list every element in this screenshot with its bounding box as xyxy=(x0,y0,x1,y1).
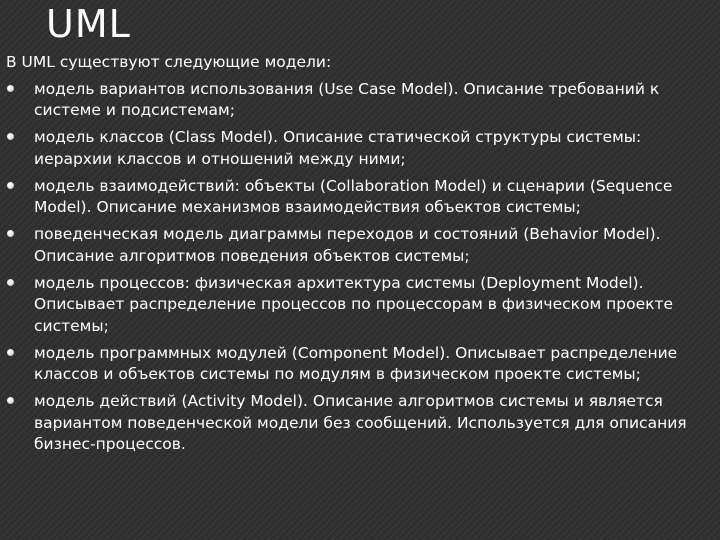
list-item xyxy=(6,127,716,170)
slide-body xyxy=(6,52,716,461)
bullet-icon xyxy=(7,279,14,286)
list-item-text: модель процессов: физическая архитектура системы (Deployment Model). Описывает распределение процессов по процессорам в физическом проекте системы; xyxy=(34,273,674,335)
list-item-text: модель действий (Activity Model). Описание алгоритмов системы и является вариантом поведенческой модели без сообщений. Используется для описания бизнес-процессов. xyxy=(34,392,687,453)
model-list xyxy=(6,79,716,456)
list-item xyxy=(6,273,716,338)
list-item-text: модель программных модулей (Component Model). Описывает распределение классов и объектов системы по модулям в физическом проекте системы; xyxy=(34,343,678,383)
bullet-icon xyxy=(7,182,14,189)
list-item-text: модель классов (Class Model). Описание статической структуры системы: иерархии классов и отношений между ними; xyxy=(34,128,642,168)
bullet-icon xyxy=(7,349,14,356)
list-item-text: модель вариантов использования (Use Case Model). Описание требований к системе и подсистемам; xyxy=(34,79,660,119)
list-item xyxy=(6,176,716,219)
list-item xyxy=(6,343,716,386)
slide-title: UML xyxy=(46,2,131,46)
list-item-text: модель взаимодействий: объекты (Collaboration Model) и сценарии (Sequence Model). Описание механизмов взаимодействия объектов системы; xyxy=(34,176,673,216)
bullet-icon xyxy=(7,85,14,92)
list-item xyxy=(6,391,716,456)
bullet-icon xyxy=(7,133,14,140)
list-item xyxy=(6,79,716,122)
bullet-icon xyxy=(7,230,14,237)
bullet-icon xyxy=(7,397,14,404)
list-item-text: поведенческая модель диаграммы переходов и состояний (Behavior Model). Описание алгоритмов поведения объектов системы; xyxy=(34,225,661,265)
intro-text: В UML существуют следующие модели: xyxy=(6,53,332,71)
list-item xyxy=(6,224,716,267)
